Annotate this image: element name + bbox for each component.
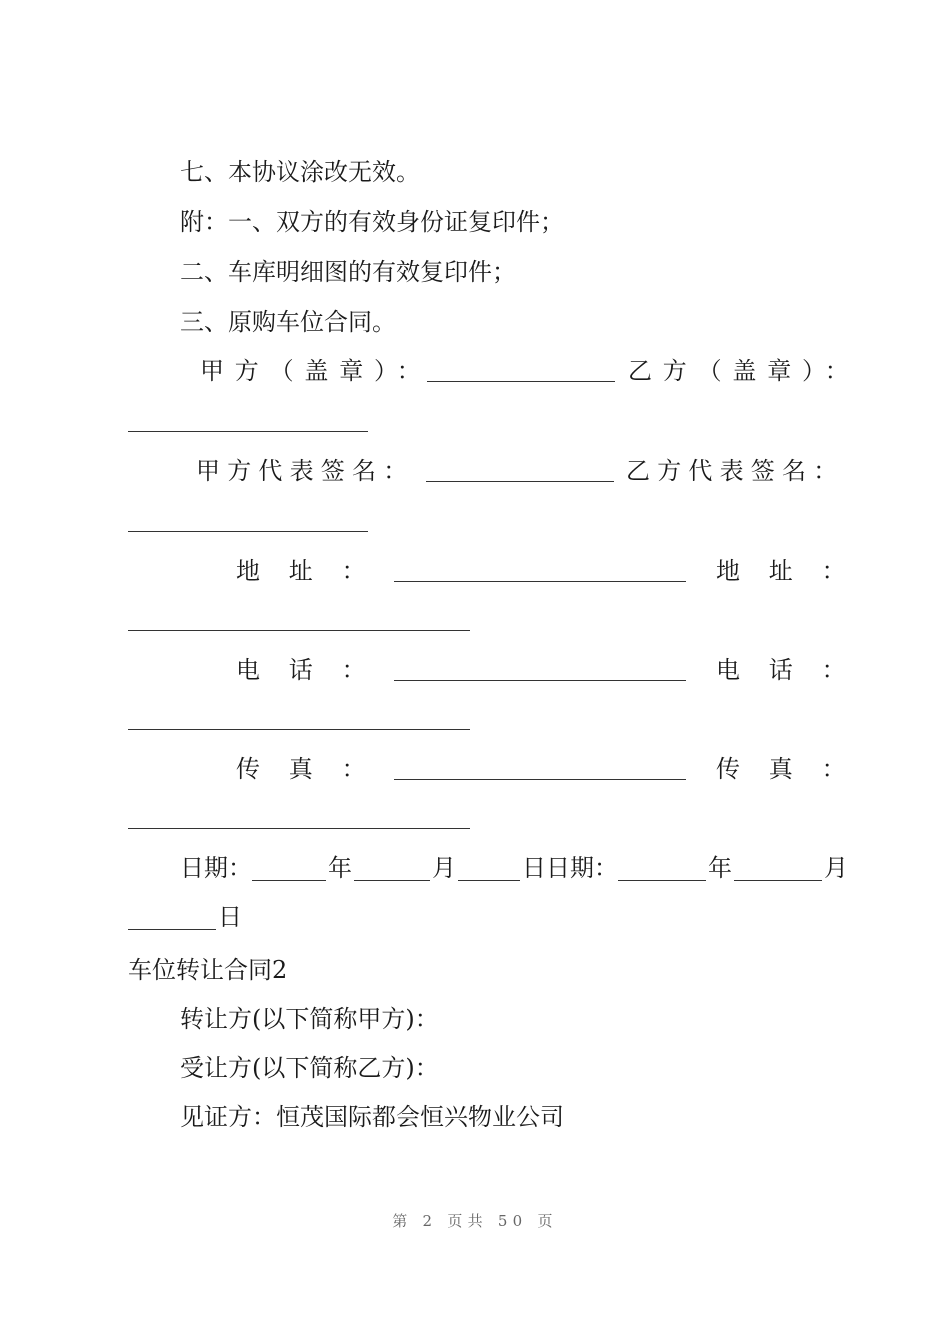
party-b-seal-blank — [128, 431, 368, 432]
party-a-phone-blank — [394, 680, 686, 681]
party-b-rep-blank — [128, 531, 368, 532]
party-a-fax-label: 传真： — [236, 755, 395, 783]
date-b-day-blank — [128, 929, 216, 930]
party-a-seal-blank — [427, 381, 615, 382]
party-b-fax-blank — [128, 828, 470, 829]
date-label-a: 日期： — [180, 854, 252, 882]
party-a-seal-label: 甲方（盖章）： — [200, 357, 432, 385]
party-b-address-label: 地址： — [716, 557, 875, 585]
date-b-day: 日 — [218, 903, 242, 931]
party-b-phone-blank — [128, 729, 470, 730]
date-a-month: 月 — [432, 854, 456, 882]
attachment-1: 附：一、双方的有效身份证复印件； — [180, 208, 564, 236]
attachment-2: 二、车库明细图的有效复印件； — [180, 258, 516, 286]
date-a-day-blank — [458, 880, 520, 881]
date-a-day-and-b-label: 日日期： — [522, 854, 618, 882]
transferee-line: 受让方(以下简称乙方)： — [180, 1054, 439, 1082]
date-a-month-blank — [354, 880, 430, 881]
party-b-seal-label: 乙方（盖章）： — [628, 357, 860, 385]
party-b-address-blank — [128, 630, 470, 631]
date-a-year: 年 — [328, 854, 352, 882]
party-a-address-blank — [394, 581, 686, 582]
party-a-phone-label: 电话： — [236, 656, 395, 684]
page-footer: 第 2 页共 50 页 — [392, 1212, 558, 1230]
party-a-fax-blank — [394, 779, 686, 780]
party-b-phone-label: 电话： — [716, 656, 875, 684]
date-b-month: 月 — [824, 854, 848, 882]
date-a-year-blank — [252, 880, 326, 881]
clause-7: 七、本协议涂改无效。 — [180, 158, 420, 186]
party-b-fax-label: 传真： — [716, 755, 875, 783]
party-a-rep-blank — [426, 481, 614, 482]
date-b-month-blank — [734, 880, 822, 881]
witness-line: 见证方：恒茂国际都会恒兴物业公司 — [180, 1103, 564, 1131]
attachment-3: 三、原购车位合同。 — [180, 308, 396, 336]
transferor-line: 转让方(以下简称甲方)： — [180, 1005, 439, 1033]
date-b-year: 年 — [708, 854, 732, 882]
party-a-rep-label: 甲方代表签名： — [196, 457, 415, 485]
party-b-rep-label: 乙方代表签名： — [626, 457, 845, 485]
party-a-address-label: 地址： — [236, 557, 395, 585]
contract-2-title: 车位转让合同2 — [128, 956, 288, 984]
date-b-year-blank — [618, 880, 706, 881]
